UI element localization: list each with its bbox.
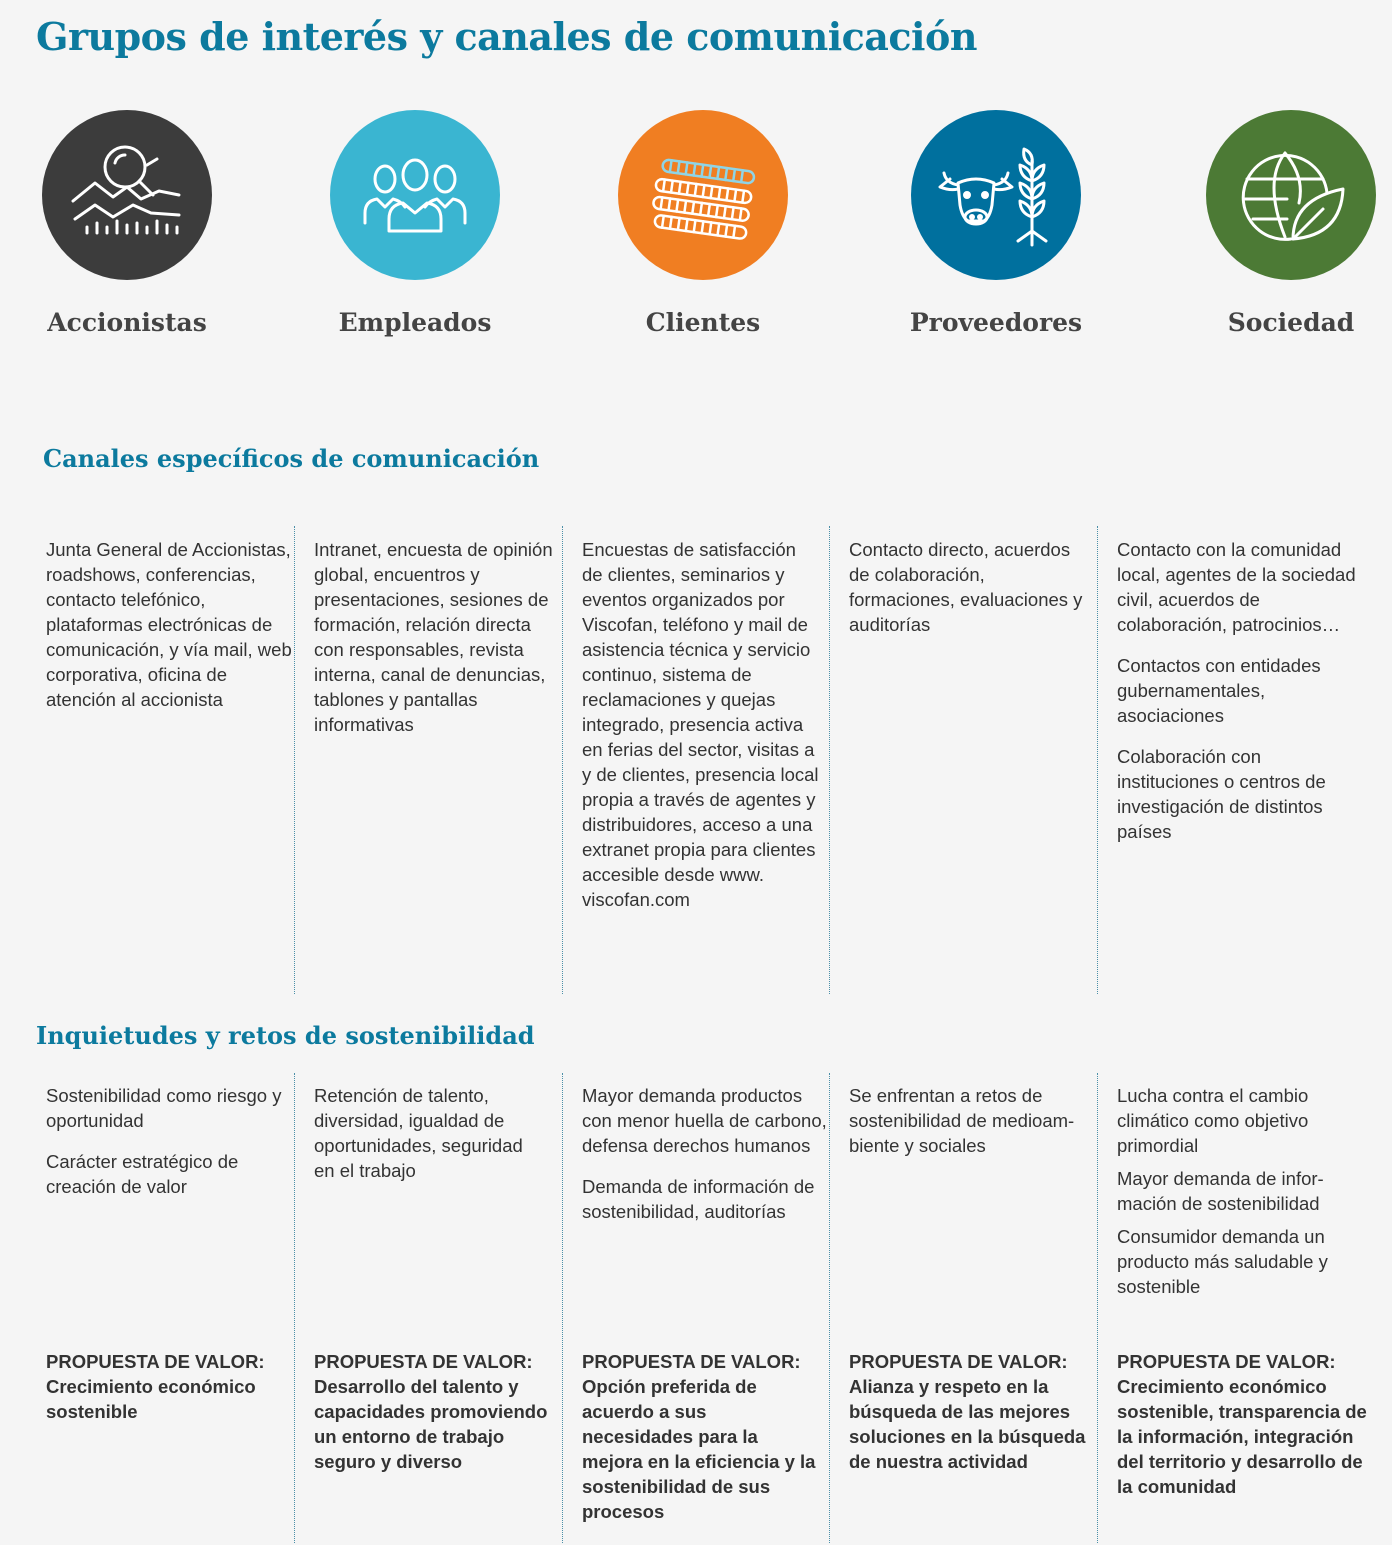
channels-heading: Canales específicos de comunicación	[43, 444, 540, 473]
column-divider	[829, 526, 830, 994]
column-divider	[829, 1073, 830, 1543]
channel-text: Contacto con la comunidad local, agentes de la sociedad civil, acuerdos de colaboración, patrocinios…	[1117, 539, 1356, 635]
channel-text: Contactos con entidades gubernamentales, asociaciones	[1117, 655, 1321, 726]
group-label: Empleados	[338, 308, 492, 337]
value-proposition-sociedad	[1117, 1349, 1367, 1499]
value-proposition-text: Desarrollo del talento y capacidades promoviendo un entorno de trabajo seguro y diverso	[314, 1376, 548, 1472]
group-proveedores	[866, 110, 1126, 337]
concerns-column-clientes	[582, 1083, 828, 1240]
concerns-heading: Inquietudes y retos de sostenibilidad	[36, 1021, 535, 1050]
column-divider	[562, 526, 563, 994]
group-circle	[330, 110, 500, 280]
concern-text: Retención de talento, diversidad, igualdad de oportunidades, seguridad en el trabajo	[314, 1085, 523, 1181]
cow-wheat-icon	[936, 135, 1056, 255]
channels-column-clientes	[582, 537, 820, 928]
concern-text: Sostenibilidad como riesgo y oportunidad	[46, 1085, 282, 1131]
value-proposition-text: Opción preferida de acuerdo a sus necesidades para la mejora en la eficiencia y la sostenibilidad de sus procesos	[582, 1376, 816, 1522]
chart-magnifier-icon	[67, 135, 187, 255]
value-proposition-text: Alianza y respeto en la búsqueda de las mejores soluciones en la búsqueda de nuestra actividad	[849, 1376, 1086, 1472]
channels-column-sociedad	[1117, 537, 1367, 860]
channels-column-accionistas	[46, 537, 292, 728]
value-proposition-label: PROPUESTA DE VALOR:	[46, 1351, 265, 1372]
channels-column-proveedores	[849, 537, 1089, 653]
people-group-icon	[355, 135, 475, 255]
channel-text: Junta General de Accionistas, roadshows, conferencias, contacto telefónico, plataformas electrónicas de comunicación, y vía mail, web corporativa, oficina de atención al accionista	[46, 539, 292, 710]
page-title: Grupos de interés y canales de comunicación	[36, 14, 977, 59]
value-proposition-clientes	[582, 1349, 818, 1524]
value-proposition-empleados	[314, 1349, 560, 1474]
value-proposition-label: PROPUESTA DE VALOR:	[849, 1351, 1068, 1372]
concern-text: Mayor demanda productos con menor huella de carbono, defensa derechos humanos	[582, 1085, 827, 1156]
value-proposition-text: Crecimiento económico sostenible, transparencia de la información, integración del territorio y desarrollo de la comunidad	[1117, 1376, 1367, 1497]
concerns-column-sociedad	[1117, 1083, 1353, 1315]
column-divider	[562, 1073, 563, 1543]
group-label: Clientes	[645, 308, 761, 337]
group-clientes	[573, 110, 833, 337]
channel-text: Intranet, encuesta de opinión global, encuentros y presentaciones, sesiones de formación, relación directa con responsables, revista interna, canal de denuncias, tablones y pantallas informativas	[314, 539, 553, 735]
group-sociedad	[1161, 110, 1392, 337]
group-circle	[618, 110, 788, 280]
globe-leaf-icon	[1231, 135, 1351, 255]
group-circle	[911, 110, 1081, 280]
concern-text: Demanda de información de sostenibilidad, auditorías	[582, 1176, 815, 1222]
group-accionistas	[0, 110, 257, 337]
column-divider	[1097, 1073, 1098, 1543]
value-proposition-label: PROPUESTA DE VALOR:	[1117, 1351, 1336, 1372]
channel-text: Contacto directo, acuerdos de colaboración, formaciones, evaluaciones y auditorías	[849, 539, 1083, 635]
concern-text: Se enfrentan a retos de sostenibilidad de medioam-biente y sociales	[849, 1085, 1075, 1156]
channel-text: Encuestas de satisfacción de clientes, seminarios y eventos organizados por Viscofan, teléfono y mail de asistencia técnica y servicio continuo, sistema de reclamaciones y quejas integrado, presencia activa en ferias del sector, visitas a y de clientes, presencia local propia a través de agentes y distribuidores, acceso a una extranet propia para clientes accesible desde www. viscofan.com	[582, 539, 819, 910]
column-divider	[294, 1073, 295, 1543]
channels-column-empleados	[314, 537, 554, 753]
group-circle	[1206, 110, 1376, 280]
value-proposition-label: PROPUESTA DE VALOR:	[582, 1351, 801, 1372]
column-divider	[294, 526, 295, 994]
concerns-column-accionistas	[46, 1083, 288, 1215]
casings-icon	[643, 135, 763, 255]
concern-text: Lucha contra el cambio climático como objetivo primordial	[1117, 1085, 1309, 1156]
value-proposition-accionistas	[46, 1349, 286, 1424]
value-proposition-label: PROPUESTA DE VALOR:	[314, 1351, 533, 1372]
concerns-column-proveedores	[849, 1083, 1085, 1174]
value-proposition-proveedores	[849, 1349, 1095, 1474]
group-circle	[42, 110, 212, 280]
concern-text: Consumidor demanda un producto más saludable y sostenible	[1117, 1226, 1328, 1297]
concern-text: Mayor demanda de infor-mación de sostenibilidad	[1117, 1168, 1324, 1214]
concern-text: Carácter estratégico de creación de valor	[46, 1151, 239, 1197]
group-label: Proveedores	[909, 308, 1083, 337]
group-empleados	[285, 110, 545, 337]
group-label: Sociedad	[1227, 308, 1355, 337]
column-divider	[1097, 526, 1098, 994]
channel-text: Colaboración con instituciones o centros de investigación de distintos países	[1117, 746, 1326, 842]
group-label: Accionistas	[47, 308, 207, 337]
value-proposition-text: Crecimiento económico sostenible	[46, 1376, 256, 1422]
concerns-column-empleados	[314, 1083, 546, 1199]
